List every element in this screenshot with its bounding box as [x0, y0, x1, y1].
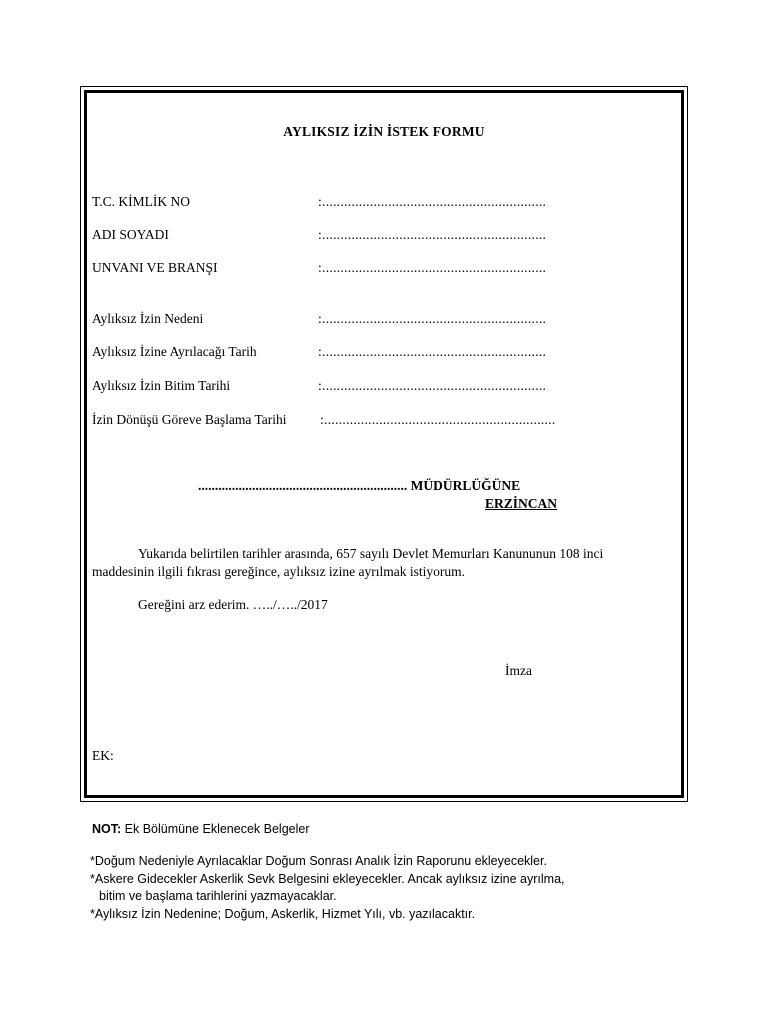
note-item: *Aylıksız İzin Nedenine; Doğum, Askerlik, Hizmet Yılı, vb. yazılacaktır.: [90, 907, 476, 921]
request-body-line2: maddesinin ilgili fıkrası gereğince, aylıksız izine ayrılmak istiyorum.: [92, 564, 466, 579]
mudurluk-label: MÜDÜRLÜĞÜNE: [410, 478, 521, 493]
izin-nedeni-field[interactable]: :.............................................................: [318, 311, 547, 326]
tc-kimlik-no-field[interactable]: :.............................................................: [318, 194, 547, 209]
izin-nedeni-label: Aylıksız İzin Nedeni: [92, 311, 204, 326]
note-heading-text: Ek Bölümüne Eklenecek Belgeler: [124, 822, 310, 836]
note-item: *Doğum Nedeniyle Ayrılacaklar Doğum Sonrası Analık İzin Raporunu ekleyecekler.: [90, 854, 547, 868]
ayrilacagi-tarih-label: Aylıksız İzine Ayrılacağı Tarih: [92, 344, 257, 359]
form-title: AYLIKSIZ İZİN İSTEK FORMU: [283, 124, 485, 139]
adi-soyadi-label: ADI SOYADI: [92, 227, 169, 242]
signature-label: İmza: [505, 663, 532, 678]
unvani-brans-label: UNVANI VE BRANŞI: [92, 260, 218, 275]
mudurluk-blank[interactable]: ..............................................................: [198, 478, 408, 493]
note-item: bitim ve başlama tarihlerini yazmayacaklar.: [99, 889, 337, 903]
adi-soyadi-field[interactable]: :.............................................................: [318, 227, 547, 242]
note-heading: [92, 822, 309, 836]
city-label: ERZİNCAN: [485, 496, 558, 511]
goreve-baslama-label: İzin Dönüşü Göreve Başlama Tarihi: [92, 412, 287, 427]
request-body-line1: Yukarıda belirtilen tarihler arasında, 657 sayılı Devlet Memurları Kanununun 108 inci: [138, 546, 604, 561]
bitim-tarihi-field[interactable]: :.............................................................: [318, 378, 547, 393]
request-closing: Gereğini arz ederim. …../…../2017: [138, 597, 328, 612]
ayrilacagi-tarih-field[interactable]: :.............................................................: [318, 344, 547, 359]
bitim-tarihi-label: Aylıksız İzin Bitim Tarihi: [92, 378, 231, 393]
mudurluk-line: [198, 478, 520, 494]
tc-kimlik-no-label: T.C. KİMLİK NO: [92, 194, 190, 209]
unvani-brans-field[interactable]: :.............................................................: [318, 260, 547, 275]
attachment-label: EK:: [92, 748, 114, 763]
note-item: *Askere Gidecekler Askerlik Sevk Belgesini ekleyecekler. Ancak aylıksız izine ayrılma,: [90, 872, 565, 886]
goreve-baslama-field[interactable]: :...............................................................: [320, 412, 556, 427]
note-label: NOT:: [92, 822, 122, 836]
